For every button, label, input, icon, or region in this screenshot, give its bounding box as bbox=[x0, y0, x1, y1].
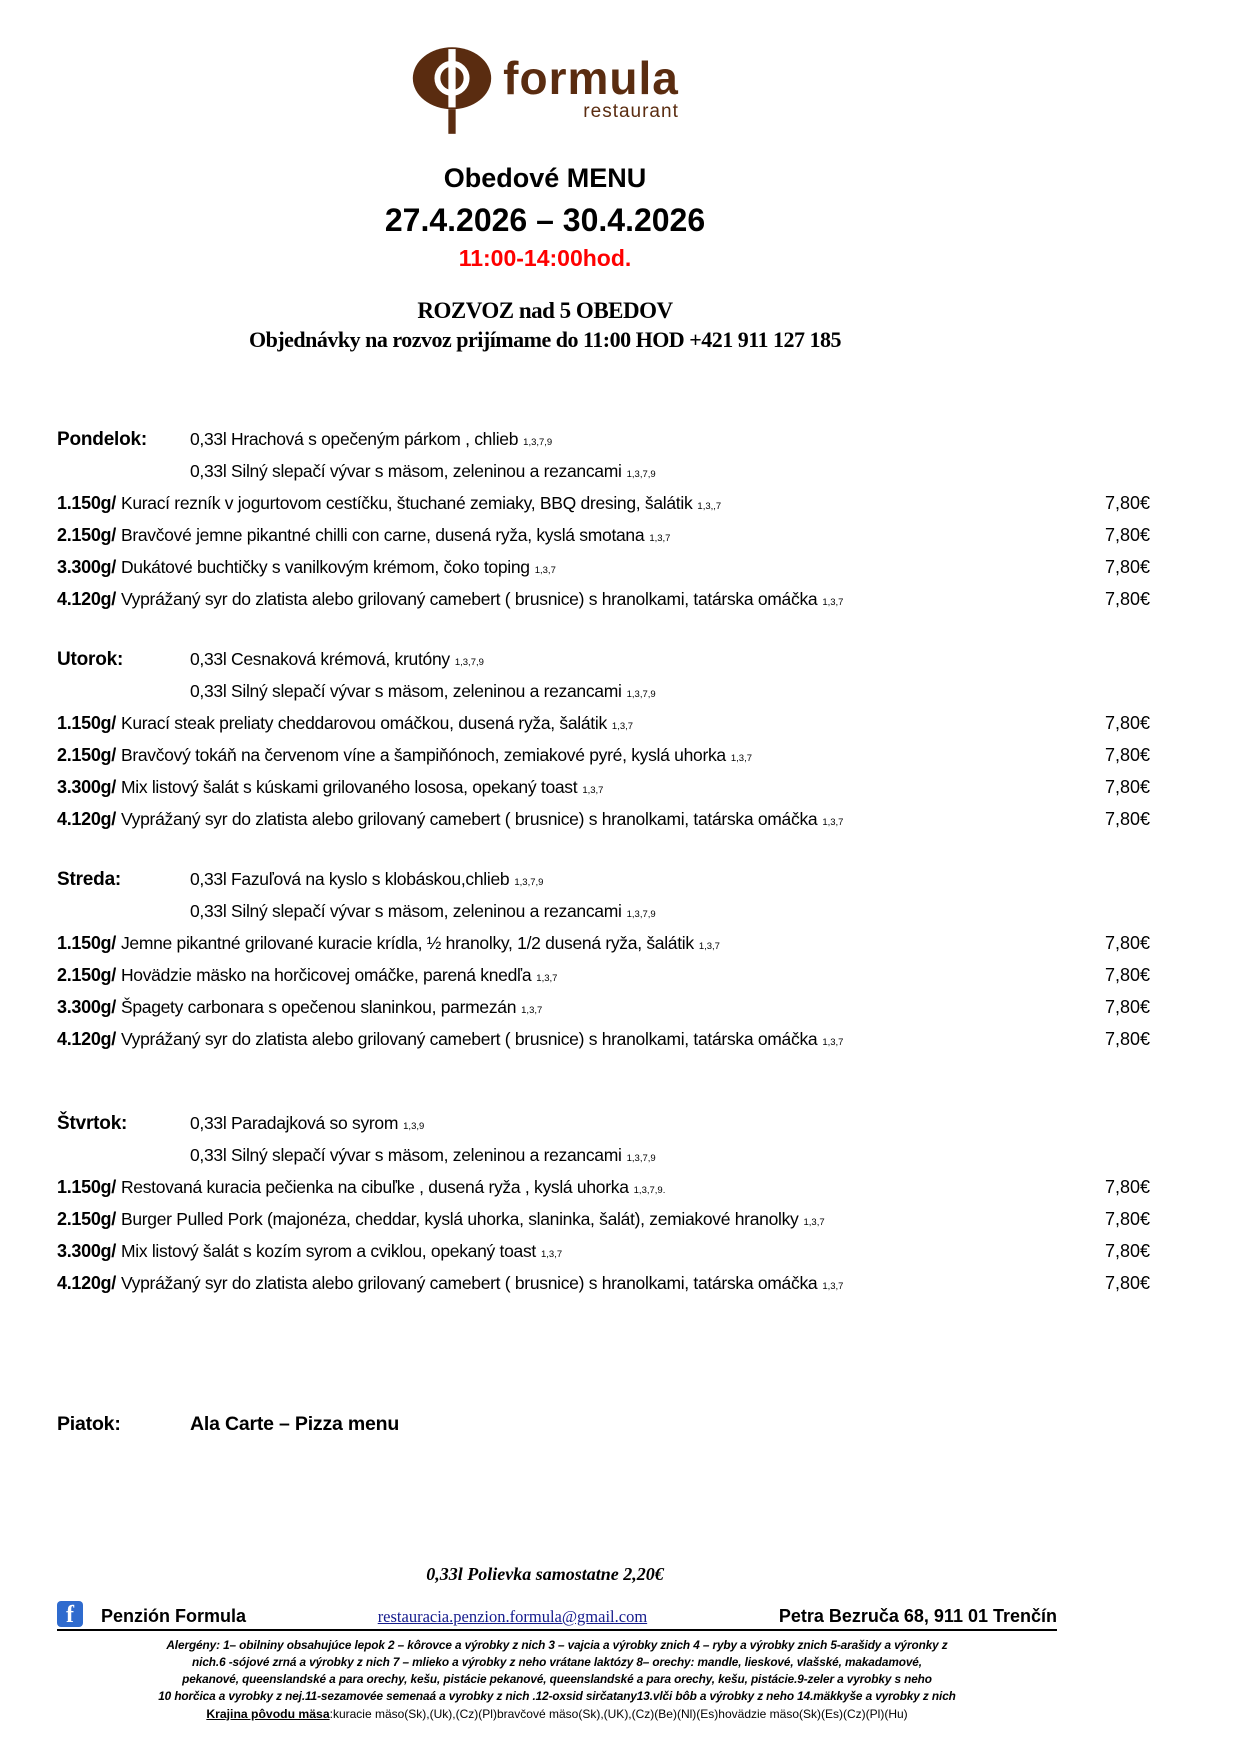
page-header bbox=[57, 45, 1033, 353]
item-text: Kurací rezník v jogurtovom cestíčku, štuchané zemiaky, BBQ dresing, šalátik bbox=[120, 493, 693, 513]
item-number: 2.150g/ bbox=[57, 745, 116, 765]
menu-item-row bbox=[57, 709, 1150, 741]
allergen-codes: 1,3,7,9 bbox=[523, 437, 553, 448]
menu-item-row bbox=[57, 1205, 1150, 1237]
restaurant-logo bbox=[57, 45, 1033, 145]
facebook-icon[interactable]: f bbox=[57, 1601, 83, 1627]
soup-line bbox=[190, 457, 1080, 489]
menu-item-row bbox=[57, 521, 1150, 553]
item-price: 7,80€ bbox=[1104, 1273, 1150, 1293]
allergen-codes: 1,3,7,9 bbox=[626, 909, 656, 920]
friday-note: Ala Carte – Pizza menu bbox=[190, 1413, 400, 1435]
logo-subtitle: restaurant bbox=[583, 101, 679, 122]
allergen-codes: 1,3,7 bbox=[822, 1037, 844, 1048]
logo-name: formula bbox=[503, 52, 679, 104]
item-text: Vyprážaný syr do zlatista alebo grilovaný camebert ( brusnice) s hranolkami, tatárska omáčka bbox=[120, 1273, 818, 1293]
allergen-codes: 1,3,7 bbox=[698, 941, 720, 952]
item-price: 7,80€ bbox=[1104, 777, 1150, 797]
day-label: Pondelok: bbox=[57, 429, 148, 450]
soup-line bbox=[190, 1141, 1080, 1173]
day-section-piatok bbox=[57, 1413, 1150, 1436]
menu-item-row bbox=[57, 489, 1150, 521]
soup-text: 0,33l Hrachová s opečeným párkom , chlieb bbox=[190, 429, 519, 449]
item-number: 4.120g/ bbox=[57, 589, 116, 609]
soup-price-note: 0,33l Polievka samostatne 2,20€ bbox=[426, 1564, 664, 1584]
formula-logo-icon bbox=[411, 45, 493, 137]
item-price: 7,80€ bbox=[1104, 1029, 1150, 1049]
menu-item-row bbox=[57, 1269, 1150, 1301]
item-price: 7,80€ bbox=[1104, 493, 1150, 513]
item-number: 2.150g/ bbox=[57, 965, 116, 985]
soup-line bbox=[190, 1109, 1080, 1141]
soup-line bbox=[190, 645, 1080, 677]
menu-item-row bbox=[57, 585, 1150, 617]
item-text: Mix listový šalát s kozím syrom a cviklou, opekaný toast bbox=[120, 1241, 536, 1261]
day-label: Utorok: bbox=[57, 649, 124, 670]
item-text: Vyprážaný syr do zlatista alebo grilovaný camebert ( brusnice) s hranolkami, tatárska omáčka bbox=[120, 809, 818, 829]
soup-row bbox=[57, 1109, 1150, 1141]
item-price: 7,80€ bbox=[1104, 713, 1150, 733]
item-text: Jemne pikantné grilované kuracie krídla, ½ hranolky, 1/2 dusená ryža, šalátik bbox=[120, 933, 694, 953]
allergen-codes: 1,3,7 bbox=[521, 1005, 543, 1016]
menu-item-row bbox=[57, 1173, 1150, 1205]
menu-item-row bbox=[57, 1237, 1150, 1269]
item-text: Bravčové jemne pikantné chilli con carne, dusená ryža, kyslá smotana bbox=[120, 525, 645, 545]
meat-origin-line bbox=[57, 1706, 1057, 1723]
allergen-codes: 1,3,7 bbox=[540, 1249, 563, 1260]
logo-wordmark bbox=[503, 45, 679, 123]
allergen-codes: 1,3,7,9. bbox=[633, 1185, 666, 1196]
allergen-codes: 1,3,7,9 bbox=[514, 877, 544, 888]
day-label: Štvrtok: bbox=[57, 1113, 128, 1134]
soup-text: 0,33l Paradajková so syrom bbox=[190, 1113, 399, 1133]
delivery-title: ROZVOZ nad 5 OBEDOV bbox=[417, 298, 673, 323]
menu-item-row bbox=[57, 993, 1150, 1025]
item-price: 7,80€ bbox=[1104, 1209, 1150, 1229]
item-number: 1.150g/ bbox=[57, 1177, 116, 1197]
item-number: 2.150g/ bbox=[57, 525, 116, 545]
weekly-menu bbox=[57, 425, 1150, 1301]
menu-item-row bbox=[57, 805, 1150, 837]
item-price: 7,80€ bbox=[1104, 1177, 1150, 1197]
soup-row bbox=[57, 897, 1150, 929]
soup-text: 0,33l Silný slepačí vývar s mäsom, zeleninou a rezancami bbox=[190, 461, 622, 481]
item-number: 1.150g/ bbox=[57, 713, 116, 733]
soup-line bbox=[190, 865, 1080, 897]
soup-row bbox=[57, 677, 1150, 709]
soup-line bbox=[190, 677, 1080, 709]
menu-item-row bbox=[57, 741, 1150, 773]
allergen-line: nich.6 -sójové zrná a výrobky z nich 7 – mlieko a výrobky z neho vrátane laktózy 8– orechy: mandle, lieskové, vlašské, makadamové, bbox=[192, 1655, 922, 1669]
item-number: 4.120g/ bbox=[57, 809, 116, 829]
menu-date-range: 27.4.2026 – 30.4.2026 bbox=[384, 202, 706, 238]
meat-origin-text: :kuracie mäso(Sk),(Uk),(Cz)(Pl)bravčové mäso(Sk),(UK),(Cz)(Be)(Nl)(Es)hovädzie mäso(Sk)(Es)(Cz)(Pl)(Hu) bbox=[329, 1707, 908, 1721]
item-text: Vyprážaný syr do zlatista alebo grilovaný camebert ( brusnice) s hranolkami, tatárska omáčka bbox=[120, 589, 818, 609]
allergen-codes: 1,3,7 bbox=[534, 565, 556, 576]
allergen-codes: 1,3,7 bbox=[611, 721, 634, 732]
menu-item-row bbox=[57, 929, 1150, 961]
menu-item-row bbox=[57, 961, 1150, 993]
allergen-codes: 1,3,7 bbox=[803, 1217, 825, 1228]
item-number: 3.300g/ bbox=[57, 557, 116, 577]
allergen-codes: 1,3,7 bbox=[822, 597, 844, 608]
item-price: 7,80€ bbox=[1104, 933, 1150, 953]
allergen-codes: 1,3,7,9 bbox=[626, 689, 656, 700]
allergen-codes: 1,3,7,9 bbox=[626, 469, 656, 480]
email-link[interactable]: restauracia.penzion.formula@gmail.com bbox=[377, 1607, 648, 1626]
allergen-codes: 1,3,7 bbox=[822, 817, 844, 828]
venue-address: Petra Bezruča 68, 911 01 Trenčín bbox=[778, 1606, 1057, 1626]
allergen-codes: 1,3,7 bbox=[536, 973, 558, 984]
day-section-stvrtok bbox=[57, 1109, 1150, 1301]
venue-name: Penzión Formula bbox=[101, 1606, 247, 1626]
allergen-line: pekanové, queenslandské a para orechy, kešu, pistácie pekanové, queenslandské a para orechy, kešu, pistácie.9-zeler a vyrobky s neho bbox=[182, 1672, 932, 1686]
item-number: 3.300g/ bbox=[57, 997, 116, 1017]
item-text: Mix listový šalát s kúskami grilovaného lososa, opekaný toast bbox=[120, 777, 578, 797]
soup-line bbox=[190, 425, 1080, 457]
meat-origin-label: Krajina pôvodu mäsa bbox=[206, 1707, 330, 1721]
allergen-codes: 1,3,7 bbox=[730, 753, 752, 764]
day-label: Streda: bbox=[57, 869, 122, 890]
item-text: Kurací steak preliaty cheddarovou omáčkou, dusená ryža, šalátik bbox=[120, 713, 607, 733]
item-price: 7,80€ bbox=[1104, 965, 1150, 985]
contact-bar bbox=[57, 1601, 1057, 1631]
item-price: 7,80€ bbox=[1104, 745, 1150, 765]
item-text: Burger Pulled Pork (majonéza, cheddar, kyslá uhorka, slaninka, šalát), zemiakové hranolky bbox=[120, 1209, 799, 1229]
item-price: 7,80€ bbox=[1104, 557, 1150, 577]
soup-text: 0,33l Silný slepačí vývar s mäsom, zeleninou a rezancami bbox=[190, 901, 622, 921]
menu-item-row bbox=[57, 553, 1150, 585]
allergen-codes: 1,3,7,9 bbox=[454, 657, 484, 668]
item-text: Dukátové buchtičky s vanilkovým krémom, čoko toping bbox=[120, 557, 530, 577]
item-text: Restovaná kuracia pečienka na cibuľke , dusená ryža , kyslá uhorka bbox=[120, 1177, 629, 1197]
soup-row bbox=[57, 865, 1150, 897]
item-number: 2.150g/ bbox=[57, 1209, 116, 1229]
soup-text: 0,33l Cesnaková krémová, krutóny bbox=[190, 649, 450, 669]
allergen-codes: 1,3,9 bbox=[403, 1121, 425, 1132]
allergen-codes: 1,3,7,9 bbox=[626, 1153, 656, 1164]
item-number: 4.120g/ bbox=[57, 1273, 116, 1293]
soup-text: 0,33l Fazuľová na kyslo s klobáskou,chlieb bbox=[190, 869, 510, 889]
allergen-line: Alergény: 1– obilniny obsahujúce lepok 2 – kôrovce a výrobky z nich 3 – vajcia a výrobky znich 4 – ryby a výrobky znich 5-arašidy a výronky z bbox=[166, 1638, 948, 1652]
soup-row bbox=[57, 425, 1150, 457]
day-label: Piatok: bbox=[57, 1413, 121, 1435]
item-number: 1.150g/ bbox=[57, 933, 116, 953]
item-price: 7,80€ bbox=[1104, 1241, 1150, 1261]
day-section-utorok bbox=[57, 645, 1150, 837]
menu-item-row bbox=[57, 1025, 1150, 1057]
soup-line bbox=[190, 897, 1080, 929]
day-section-pondelok bbox=[57, 425, 1150, 617]
soup-text: 0,33l Silný slepačí vývar s mäsom, zeleninou a rezancami bbox=[190, 1145, 622, 1165]
soup-row bbox=[57, 457, 1150, 489]
item-number: 1.150g/ bbox=[57, 493, 116, 513]
allergen-codes: 1,3,7 bbox=[649, 533, 671, 544]
item-text: Bravčový tokáň na červenom víne a šampiňónoch, zemiakové pyré, kyslá uhorka bbox=[120, 745, 726, 765]
item-text: Špagety carbonara s opečenou slaninkou, parmezán bbox=[120, 997, 517, 1017]
soup-row bbox=[57, 1141, 1150, 1173]
item-number: 3.300g/ bbox=[57, 1241, 116, 1261]
item-price: 7,80€ bbox=[1104, 997, 1150, 1017]
delivery-info: Objednávky na rozvoz prijímame do 11:00 HOD +421 911 127 185 bbox=[248, 327, 842, 352]
soup-text: 0,33l Silný slepačí vývar s mäsom, zeleninou a rezancami bbox=[190, 681, 622, 701]
allergen-disclaimer bbox=[57, 1637, 1057, 1705]
serving-hours: 11:00-14:00hod. bbox=[458, 245, 632, 271]
allergen-codes: 1,3,7 bbox=[582, 785, 604, 796]
item-text: Vyprážaný syr do zlatista alebo grilovaný camebert ( brusnice) s hranolkami, tatárska omáčka bbox=[120, 1029, 818, 1049]
menu-item-row bbox=[57, 773, 1150, 805]
page-title: Obedové MENU bbox=[443, 163, 647, 193]
item-price: 7,80€ bbox=[1104, 589, 1150, 609]
day-section-streda bbox=[57, 865, 1150, 1057]
allergen-line: 10 horčica a vyrobky z nej.11-sezamovée semenaá a vyrobky z nich .12-oxsid sirčatany13.vlči bôb a výrobky z neho 14.mäkkyše a vyrobky z nich bbox=[158, 1689, 956, 1703]
item-price: 7,80€ bbox=[1104, 809, 1150, 829]
allergen-codes: 1,3,,7 bbox=[697, 501, 722, 512]
item-text: Hovädzie mäsko na horčicovej omáčke, parená knedľa bbox=[120, 965, 532, 985]
item-price: 7,80€ bbox=[1104, 525, 1150, 545]
item-number: 3.300g/ bbox=[57, 777, 116, 797]
item-number: 4.120g/ bbox=[57, 1029, 116, 1049]
soup-row bbox=[57, 645, 1150, 677]
allergen-codes: 1,3,7 bbox=[822, 1281, 844, 1292]
